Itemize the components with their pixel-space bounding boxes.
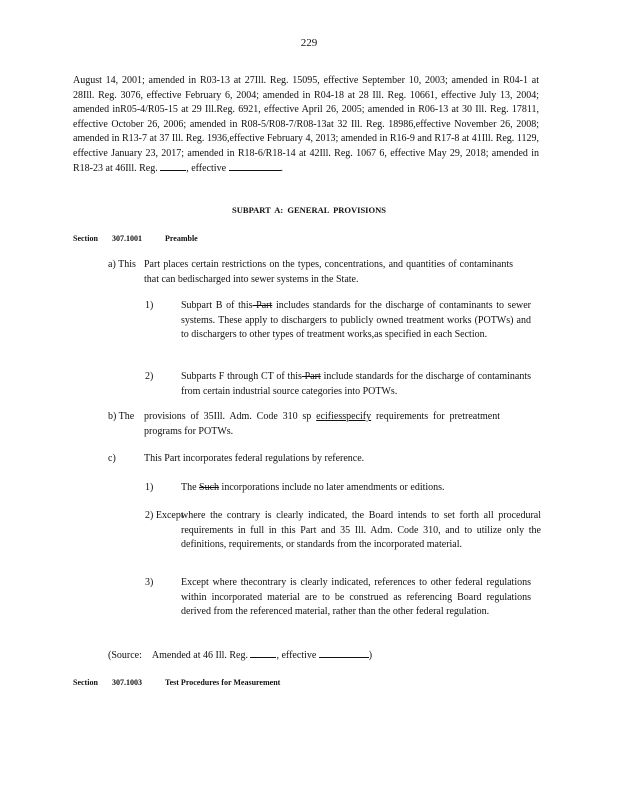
history-blank-reg	[160, 161, 186, 171]
section-heading-1003	[73, 678, 281, 687]
paragraph-c-3	[145, 576, 531, 620]
paragraph-c-text: This Part incorporates federal regulations by reference.	[144, 453, 365, 464]
section-number: 307.1003	[112, 678, 142, 687]
paragraph-c	[108, 452, 513, 467]
source-note-text: Amended at 46 Ill. Reg.	[151, 650, 248, 661]
paragraph-a-2-text	[181, 370, 531, 399]
paragraph-a-2-marker: 2)	[145, 371, 154, 382]
source-note: (Source: Amended at 46 Ill. Reg. , effective )	[108, 650, 373, 661]
paragraph-c-3-marker: 3)	[145, 577, 154, 588]
paragraph-a-2-deleted: Part	[301, 371, 321, 382]
paragraph-a-1-deleted: Part	[252, 300, 273, 311]
paragraph-b-marker: b) The	[108, 411, 135, 422]
paragraph-b	[108, 410, 500, 439]
paragraph-c-marker: c)	[108, 453, 116, 464]
paragraph-a-1-marker: 1)	[145, 300, 154, 311]
paragraph-a-marker: a) This	[108, 259, 136, 270]
paragraph-a-2-before: Subparts F through CT of this	[181, 371, 302, 382]
source-note-open: (Source:	[108, 650, 142, 661]
section-title: Test Procedures for Measurement	[165, 678, 281, 687]
paragraph-c-2	[145, 509, 541, 553]
paragraph-a	[108, 258, 513, 287]
subpart-heading: SUBPART A: GENERAL PROVISIONS	[232, 205, 386, 215]
paragraph-c-1-after: incorporations include no later amendments or editions.	[221, 482, 445, 493]
section-label: Section	[73, 678, 98, 687]
history-effective-label: effective	[191, 163, 227, 174]
paragraph-c-1	[145, 481, 531, 496]
page-number: 229	[300, 37, 318, 49]
source-blank-date	[319, 648, 369, 658]
paragraph-a-1	[145, 299, 531, 343]
paragraph-b-after: requirements for pretreatment programs for POTWs.	[144, 411, 500, 437]
paragraph-a-2-after: include standards for the discharge of contaminants from certain industrial source categories into POTWs.	[181, 371, 532, 397]
source-note-close: )	[368, 650, 373, 661]
section-title: Preamble	[165, 234, 198, 243]
paragraph-a-text: Part places certain restrictions on the types, concentrations, and quantities of contaminants that can bedischarged into sewer systems in the State.	[144, 259, 513, 285]
section-number: 307.1001	[112, 234, 142, 243]
history-text: August 14, 2001; amended in R03-13 at 27Ill. Reg. 15095, effective September 10, 2003; amended in R04-1 at 28Ill. Reg. 3076, effective February 6, 2004; amended in R04-18 at 28 Ill. Reg. 10661, effective July 13, 2004; amended inR05-4/R05-15 at 29 Ill.Reg. 6921, effective April 26, 2005; amended in R06-13 at 30 Ill. Reg. 17811, effective October 26, 2006; amended in R08-5/R08-7/R08-13at 32 Ill. Reg. 18986,effective November 26, 2008; amended in R13-7 at 37 Ill. Reg. 1936,effective February 4, 2013; amended in R16-9 and R17-8 at 41Ill. Reg. 1129, effective January 23, 2017; amended in R18-6/R18-14 at 42Ill. Reg. 1067 6, effective May 29, 2018; amended in R18-23 at 46Ill. Reg.	[73, 75, 539, 174]
paragraph-c-1-before: The	[181, 482, 197, 493]
paragraph-a-1-text	[181, 299, 531, 343]
paragraph-c-3-text: Except where thecontrary is clearly indicated, references to other federal regulations within incorporated material are to be construed as referencing Board regulations derived from the referenced material, rather than the other federal regulation.	[181, 577, 531, 617]
section-label: Section	[73, 234, 98, 243]
paragraph-b-inserted: ecifiesspecify	[316, 411, 372, 422]
paragraph-c-2-text: where the contrary is clearly indicated, the Board intends to set forth all procedural requirements in full in this Part and 35 Ill. Adm. Code 310, and to utilize only the definitions, requirements, or standards from the incorporated material.	[181, 510, 541, 550]
paragraph-b-before: provisions of 35Ill. Adm. Code 310 sp	[144, 411, 312, 422]
paragraph-c-1-text	[181, 481, 531, 496]
history-end: .	[280, 163, 284, 174]
paragraph-c-2-marker: 2) Except	[145, 510, 184, 521]
history-blank-date	[229, 161, 281, 171]
paragraph-a-1-after: includes standards for the discharge of contaminants to sewer systems. These apply to dischargers to publicly owned treatment works (POTWs) and to dischargers to other types of treatment works,as specified in each Section.	[181, 300, 532, 340]
paragraph-c-1-deleted: Such	[199, 482, 220, 493]
source-note-effective-label: effective	[281, 650, 317, 661]
paragraph-a-1-before: Subpart B of this	[181, 300, 253, 311]
paragraph-a-2	[145, 370, 531, 399]
paragraph-c-1-marker: 1)	[145, 482, 154, 493]
paragraph-b-text	[144, 410, 500, 439]
history-paragraph: August 14, 2001; amended in R03-13 at 27Ill. Reg. 15095, effective September 10, 2003; amended in R04-1 at 28Ill. Reg. 3076, effective February 6, 2004; amended in R04-18 at 28 Ill. Reg. 10661, effective July 13, 2004; amended inR05-4/R05-15 at 29 Ill.Reg. 6921, effective April 26, 2005; amended in R06-13 at 30 Ill. Reg. 17811, effective October 26, 2006; amended in R08-5/R08-7/R08-13at 32 Ill. Reg. 18986,effective November 26, 2008; amended in R13-7 at 37 Ill. Reg. 1936,effective February 4, 2013; amended in R16-9 and R17-8 at 41Ill. Reg. 1129, effective January 23, 2017; amended in R18-6/R18-14 at 42Ill. Reg. 1067 6, effective May 29, 2018; amended in R18-23 at 46Ill. Reg. , effective .	[73, 75, 539, 174]
source-blank-reg	[250, 648, 276, 658]
section-heading-1001	[73, 234, 198, 243]
